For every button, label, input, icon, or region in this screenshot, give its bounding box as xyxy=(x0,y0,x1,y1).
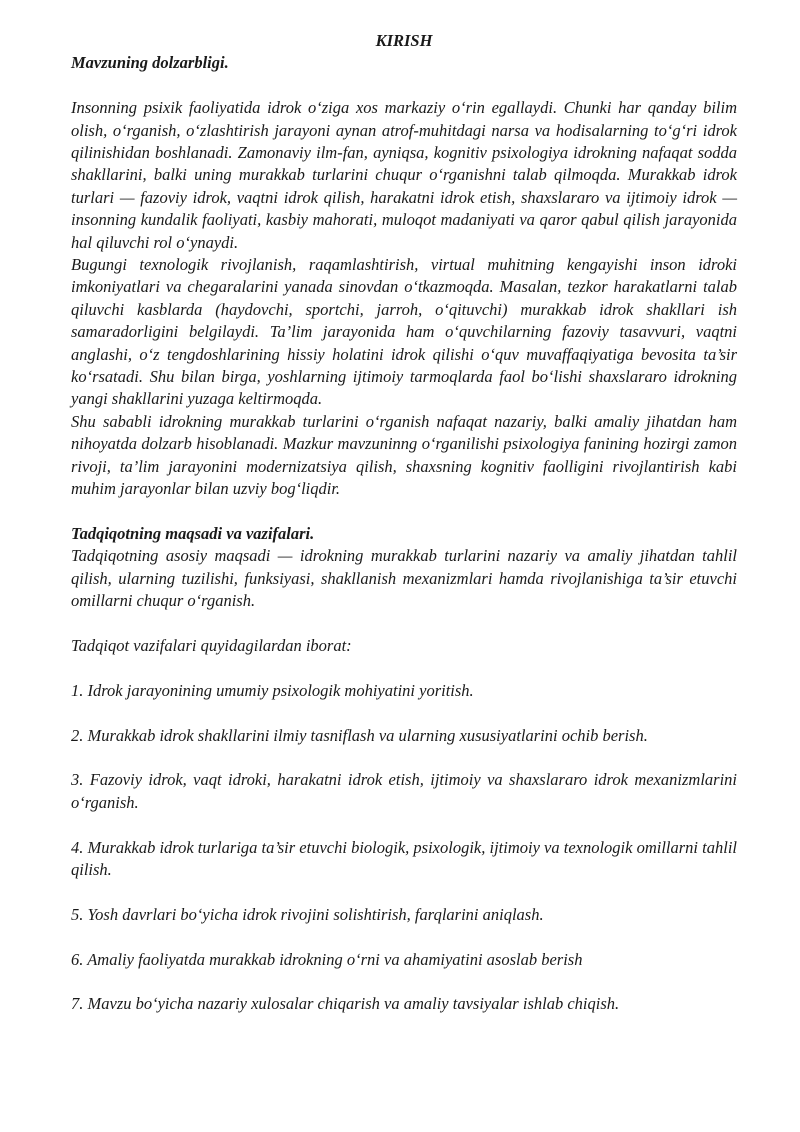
spacer xyxy=(71,971,737,993)
paragraph: Insonning psixik faoliyatida idrok o‘ziga xos markaziy o‘rin egallaydi. Chunki har qanday bilim olish, o‘rganish, o‘zlashtirish jarayoni aynan atrof-muhitdagi narsa va hodisalarning to‘g‘ri idrok qilinishidan boshlanadi. Zamonaviy ilm-fan, ayniqsa, kognitiv psixologiya idrokning nafaqat sodda shakllarini, balki uning murakkab turlarini chuqur o‘rganishni talab qilmoqda. Murakkab idrok turlari — fazoviy idrok, vaqtni idrok qilish, harakatni idrok etish, shaxslararo va ijtimoiy idrok — insonning kundalik faoliyati, kasbiy mahorati, muloqot madaniyati va qaror qabul qilish jarayonida hal qiluvchi rol o‘ynaydi. xyxy=(71,98,737,252)
spacer xyxy=(71,814,737,836)
spacer xyxy=(71,501,737,523)
task-item: 5. Yosh davrlari bo‘yicha idrok rivojini solishtirish, farqlarini aniqlash. xyxy=(71,904,544,924)
document-title: KIRISH xyxy=(375,31,433,50)
spacer xyxy=(71,881,737,903)
paragraph: Bugungi texnologik rivojlanish, raqamlashtirish, virtual muhitning kengayishi inson idroki imkoniyatlari va chegaralarini yanada sinovdan o‘tkazmoqda. Masalan, tezkor harakatlarni talab qiluvchi kasblarda (haydovchi, sportchi, jarroh, o‘qituvchi) murakkab idrok shakllari ish samaradorligini belgilaydi. Ta’lim jarayonida ham o‘quvchilarning fazoviy tasavvuri, vaqtni anglashi, o‘z tengdoshlarining hissiy holatini idrok qilishi o‘quv muvaffaqiyatiga bevosita ta’sir ko‘rsatadi. Shu bilan birga, yoshlarning ijtimoiy tarmoqlarda faol bo‘lishi shaxslararo idrokning yangi shakllarini yuzaga keltirmoqda. xyxy=(71,255,737,409)
task-item: 3. Fazoviy idrok, vaqt idroki, harakatni idrok etish, ijtimoiy va shaxslararo idrok mexanizmlarini o‘rganish. xyxy=(71,770,737,812)
spacer xyxy=(71,613,737,635)
paragraph: Shu sababli idrokning murakkab turlarini o‘rganish nafaqat nazariy, balki amaliy jihatdan ham nihoyatda dolzarb hisoblanadi. Mazkur mavzuninng o‘rganilishi psixologiya fanining hozirgi zamon rivoji, ta’lim jarayonini modernizatsiya qilish, shaxsning kognitiv faolligini rivojlantirish kabi muhim jarayonlar bilan uzviy bog‘liqdir. xyxy=(71,411,737,499)
aim-paragraph: Tadqiqotning asosiy maqsadi — idrokning murakkab turlarini nazariy va amaliy jihatdan tahlil qilish, ularning tuzilishi, funksiyasi, shakllanish mexanizmlari hamda rivojlanishiga ta’sir etuvchi omillarni chuqur o‘rganish. xyxy=(71,546,737,611)
spacer xyxy=(71,926,737,948)
section-heading-aims: Tadqiqotning maqsadi va vazifalari. xyxy=(71,523,315,543)
document-page xyxy=(71,30,737,1016)
task-item: 1. Idrok jarayonining umumiy psixologik mohiyatini yoritish. xyxy=(71,680,474,700)
spacer xyxy=(71,657,737,679)
task-item: 2. Murakkab idrok shakllarini ilmiy tasniflash va ularning xususiyatlarini ochib berish. xyxy=(71,725,648,745)
tasks-intro: Tadqiqot vazifalari quyidagilardan iborat: xyxy=(71,635,352,655)
spacer xyxy=(71,75,737,97)
section-heading-relevance: Mavzuning dolzarbligi. xyxy=(71,53,229,73)
task-item: 7. Mavzu bo‘yicha nazariy xulosalar chiqarish va amaliy tavsiyalar ishlab chiqish. xyxy=(71,994,620,1014)
spacer xyxy=(71,702,737,724)
task-item: 6. Amaliy faoliyatda murakkab idrokning o‘rni va ahamiyatini asoslab berish xyxy=(71,949,583,969)
task-item: 4. Murakkab idrok turlariga ta’sir etuvchi biologik, psixologik, ijtimoiy va texnologik omillarni tahlil qilish. xyxy=(71,837,737,879)
spacer xyxy=(71,747,737,769)
